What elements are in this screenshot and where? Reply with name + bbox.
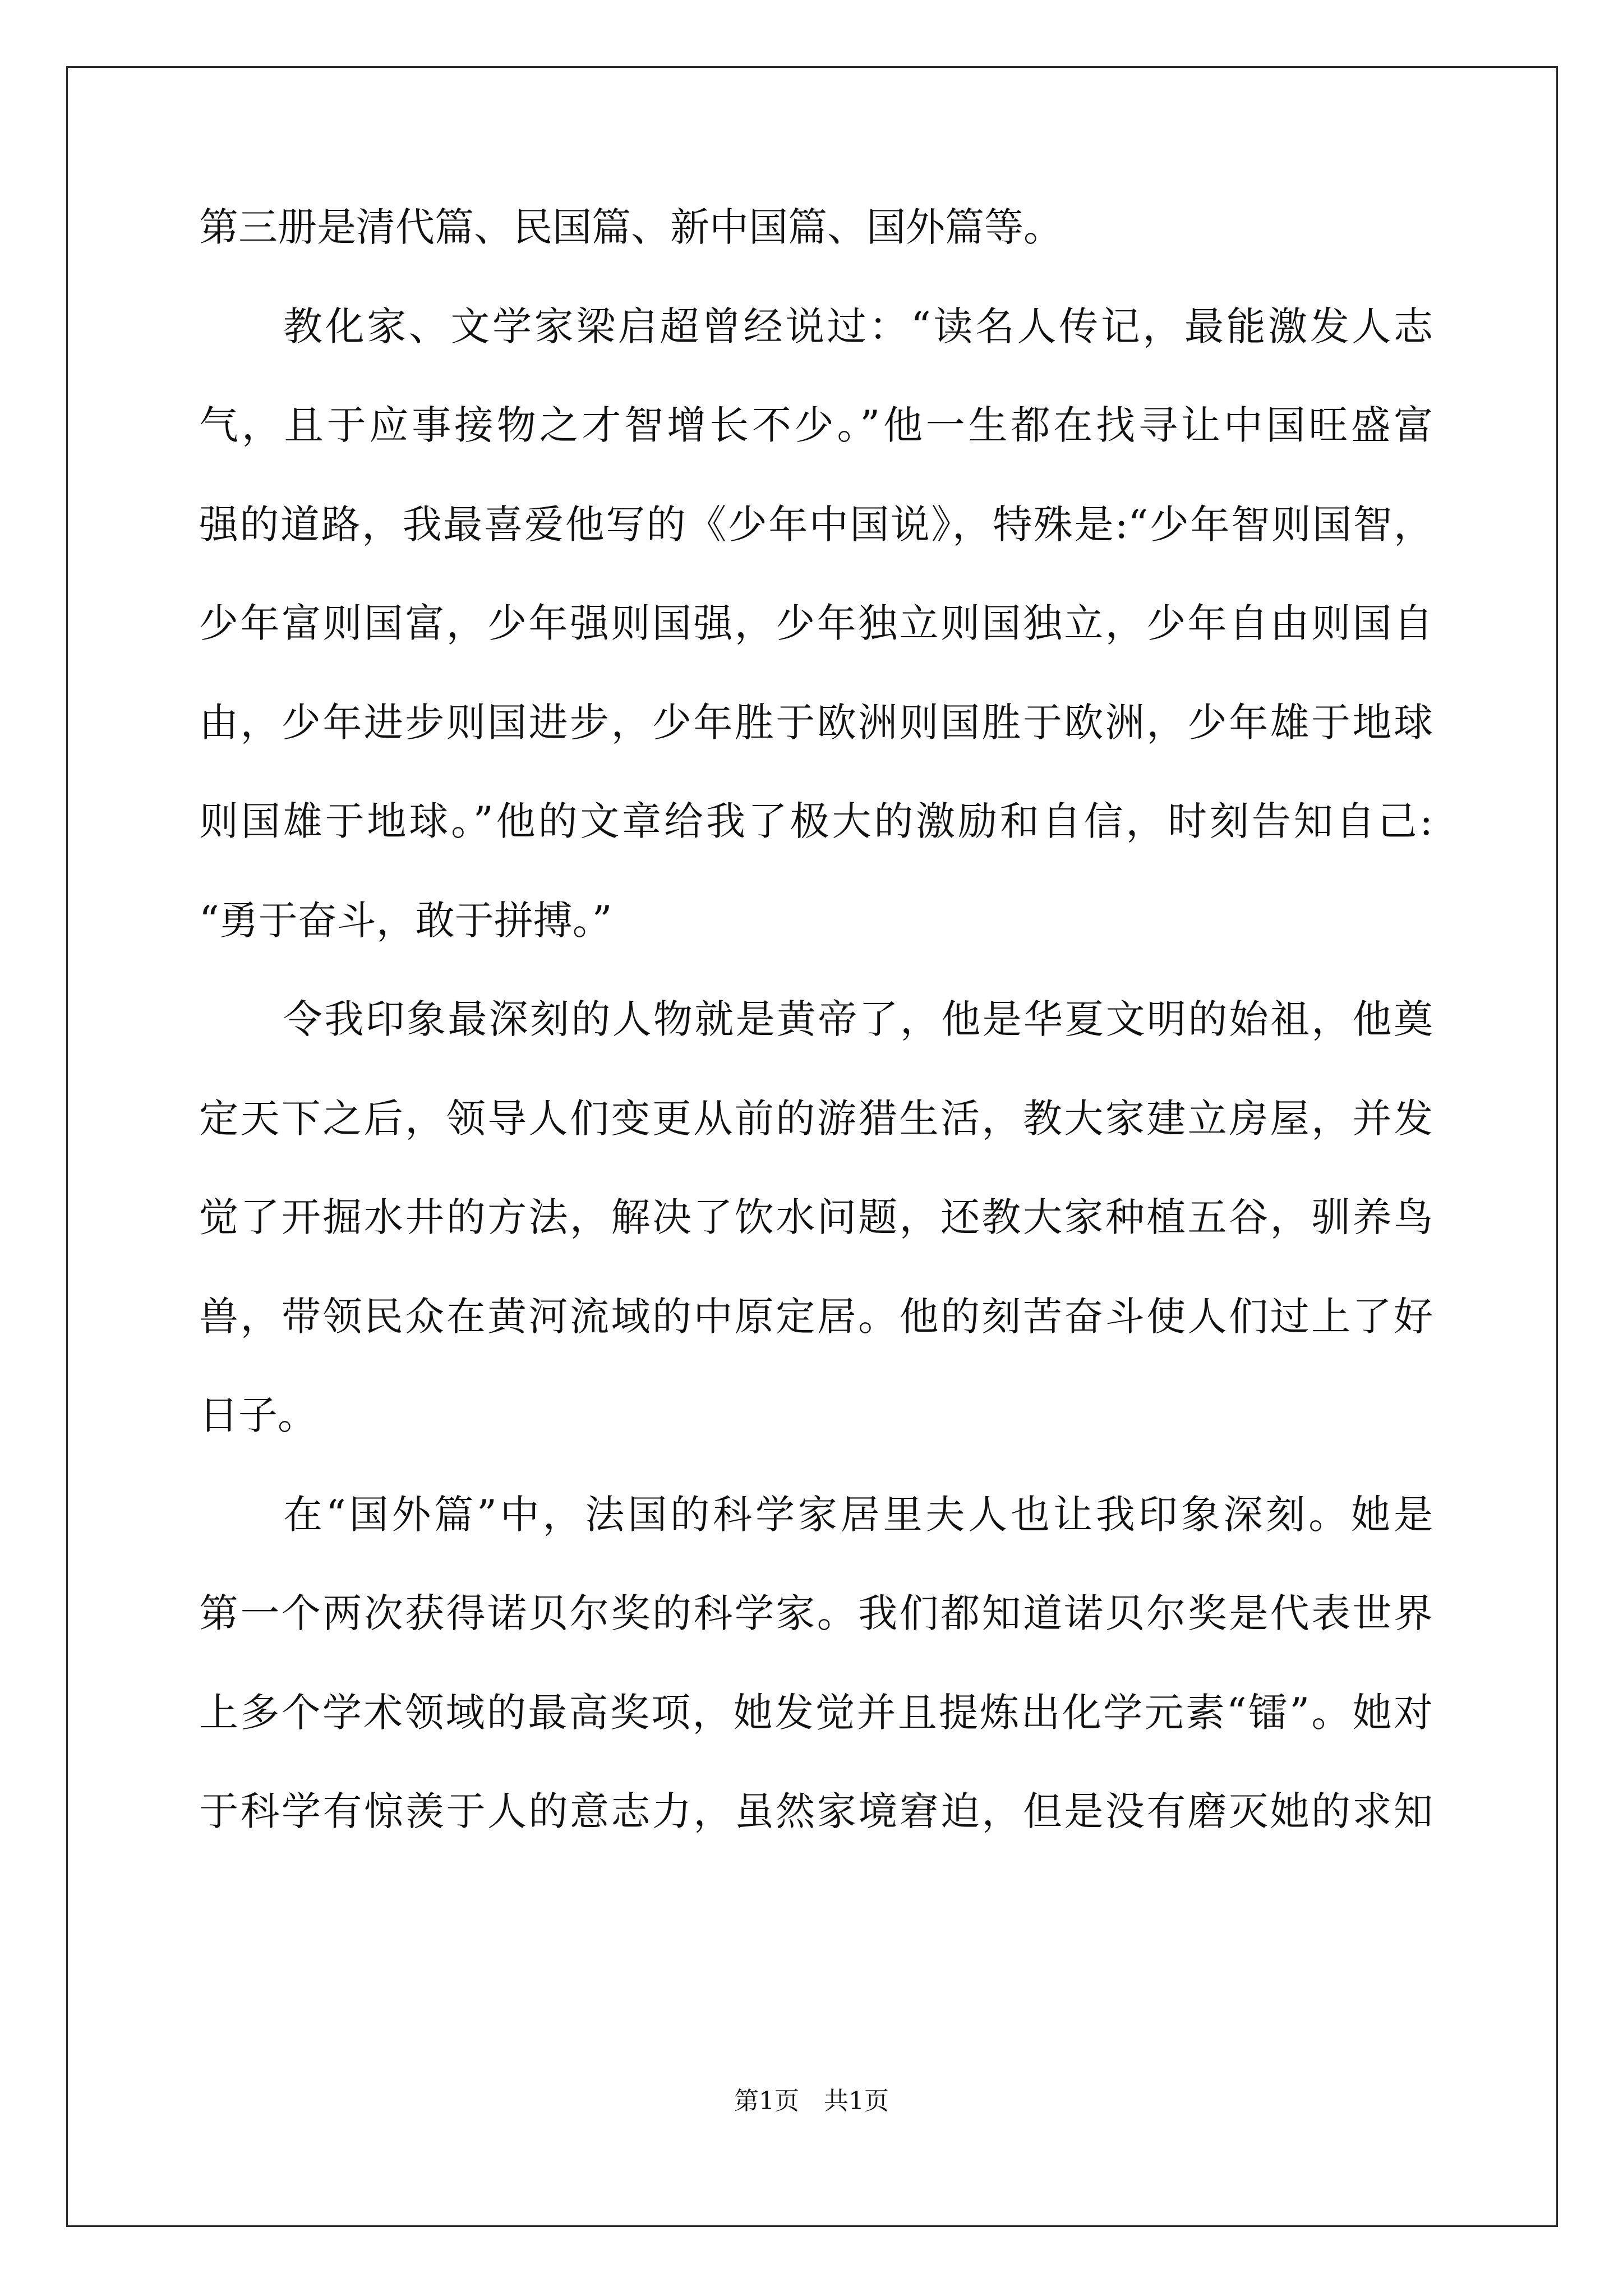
text-line: “勇于奋斗，敢于拼搏。” bbox=[199, 897, 612, 944]
text-line: 第一个两次获得诺贝尔奖的科学家。我们都知道诺贝尔奖是代表世界 bbox=[199, 1590, 1433, 1636]
text-line: 定天下之后，领导人们变更从前的游猎生活，教大家建立房屋，并发 bbox=[199, 1095, 1433, 1142]
text-line: 上多个学术领域的最高奖项，她发觉并且提炼出化学元素“镭”。她对 bbox=[199, 1689, 1433, 1736]
text-line: 觉了开掘水井的方法，解决了饮水问题，还教大家种植五谷，驯养鸟 bbox=[199, 1194, 1433, 1240]
text-line: 则国雄于地球。”他的文章给我了极大的激励和自信，时刻告知自己: bbox=[199, 798, 1433, 844]
text-line: 教化家、文学家梁启超曾经说过：“读名人传记，最能激发人志 bbox=[283, 303, 1433, 349]
text-line: 在“国外篇”中，法国的科学家居里夫人也让我印象深刻。她是 bbox=[283, 1491, 1433, 1538]
text-line: 强的道路，我最喜爱他写的《少年中国说》，特殊是:“少年智则国智， bbox=[199, 501, 1433, 547]
text-line: 由，少年进步则国进步，少年胜于欧洲则国胜于欧洲，少年雄于地球 bbox=[199, 699, 1433, 746]
page-footer: 第1页 共1页 bbox=[734, 2087, 889, 2115]
text-line: 于科学有惊羡于人的意志力，虽然家境窘迫，但是没有磨灭她的求知 bbox=[199, 1788, 1433, 1834]
text-line: 气，且于应事接物之才智增长不少。”他一生都在找寻让中国旺盛富 bbox=[199, 402, 1433, 448]
text-line: 少年富则国富，少年强则国强，少年独立则国独立，少年自由则国自 bbox=[199, 600, 1433, 646]
text-line: 日子。 bbox=[199, 1392, 317, 1438]
text-line: 兽，带领民众在黄河流域的中原定居。他的刻苦奋斗使人们过上了好 bbox=[199, 1293, 1433, 1340]
text-line: 第三册是清代篇、民国篇、新中国篇、国外篇等。 bbox=[199, 204, 1063, 250]
text-line: 令我印象最深刻的人物就是黄帝了，他是华夏文明的始祖，他奠 bbox=[283, 996, 1433, 1042]
